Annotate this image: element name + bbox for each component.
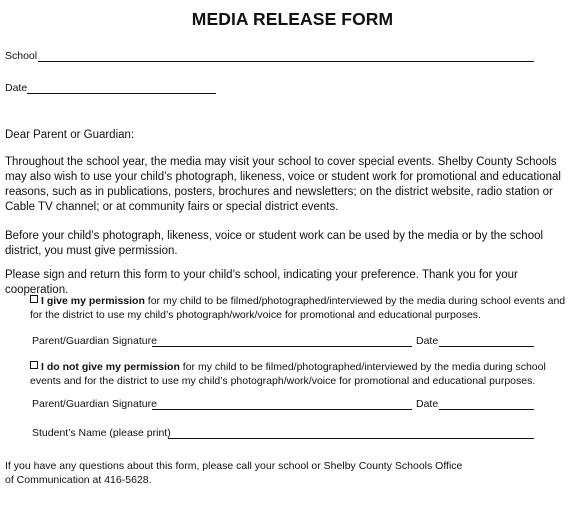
form-title: MEDIA RELEASE FORM bbox=[191, 9, 394, 29]
instructions-paragraph: Please sign and return this form to your child’s school, indicating your preference. Thank you for your cooperation. bbox=[5, 269, 518, 296]
deny-permission-option[interactable] bbox=[30, 361, 570, 388]
signature-date-line-2[interactable] bbox=[439, 409, 534, 410]
give-permission-text: for my child to be filmed/photographed/interviewed by the media during school events and for the district to use my child’s photograph/work/voice for promotional and educational purposes. bbox=[30, 295, 566, 321]
date-label: Date bbox=[5, 82, 28, 94]
school-label: School bbox=[5, 50, 38, 62]
signature-date-line-1[interactable] bbox=[439, 346, 534, 347]
permission-paragraph: Before your child’s photograph, likeness, voice or student work can be used by the media or by the school district, you must give permission. bbox=[5, 230, 544, 257]
give-permission-bold: I give my permission bbox=[41, 295, 145, 307]
deny-permission-text: for my child to be filmed/photographed/interviewed by the media during school events and for the district to use my child’s photograph/work/voice for promotional and educational purposes. bbox=[30, 361, 546, 387]
signature-label-1: Parent/Guardian Signature bbox=[32, 335, 157, 347]
signature-field-line-1[interactable] bbox=[152, 346, 412, 347]
signature-date-label-1: Date bbox=[416, 335, 439, 347]
greeting: Dear Parent or Guardian: bbox=[5, 129, 135, 141]
deny-permission-checkbox[interactable] bbox=[30, 361, 38, 369]
student-name-line[interactable] bbox=[168, 438, 534, 439]
give-permission-checkbox[interactable] bbox=[30, 295, 38, 303]
date-field-line[interactable] bbox=[27, 93, 216, 94]
give-permission-option[interactable] bbox=[30, 295, 570, 322]
school-field-line[interactable] bbox=[38, 61, 534, 62]
signature-date-label-2: Date bbox=[416, 398, 439, 410]
deny-permission-bold: I do not give my permission bbox=[41, 361, 180, 373]
signature-field-line-2[interactable] bbox=[152, 409, 412, 410]
student-name-label: Student’s Name (please print) bbox=[32, 427, 171, 439]
intro-paragraph: Throughout the school year, the media may visit your school to cover special events. Shelby County Schools may also wish to use your child’s photograph, likeness, voice or student work for promotional and educational reasons, such as in publications, posters, brochures and newsletters; on the district website, radio station or Cable TV channel; or at community fairs or special district events. bbox=[5, 156, 561, 213]
footer-note: If you have any questions about this form, please call your school or Shelby County Schools Office of Communication at 416-5628. bbox=[5, 460, 463, 486]
signature-label-2: Parent/Guardian Signature bbox=[32, 398, 157, 410]
